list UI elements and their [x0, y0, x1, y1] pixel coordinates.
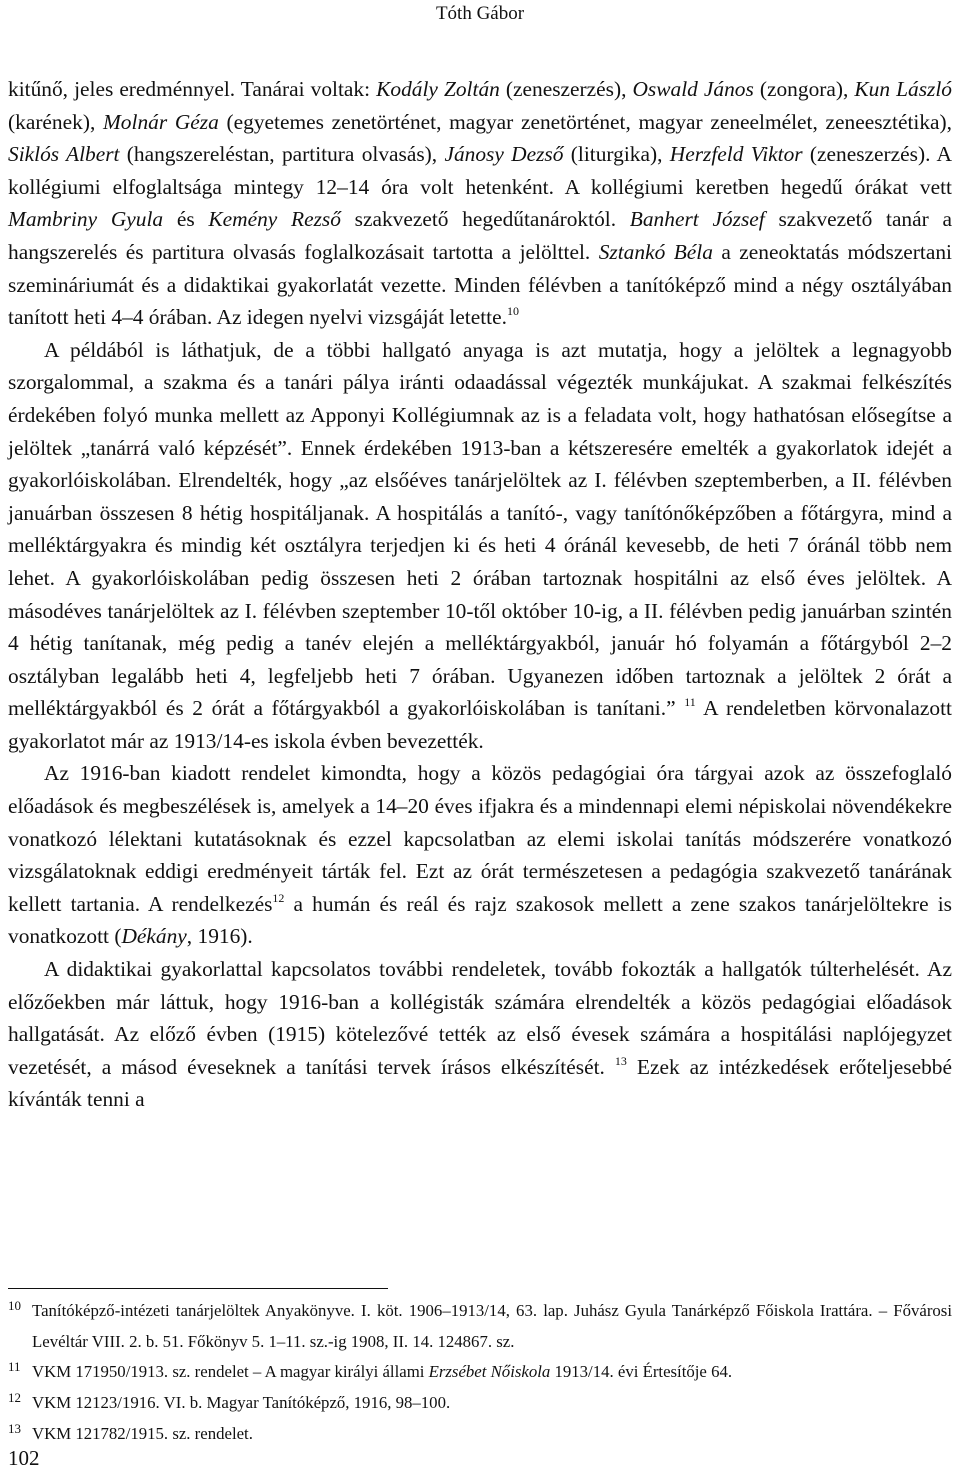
text-run: a humán és reál és rajz szakosok mellett a zene szakos tanárjelöltekre is vonatkozott (	[8, 891, 952, 949]
text-run: VKM 171950/1913. sz. rendelet – A magyar királyi állami	[32, 1362, 429, 1381]
text-run: A rendeletben körvonalazott gyakorlatot már az 1913/14-es iskola évben bevezették.	[8, 696, 952, 753]
italic-text: Kodály Zoltán	[376, 77, 500, 101]
text-run: A didaktikai gyakorlattal kapcsolatos további rendeletek, tovább fokozták a hallgatók túlterhelését. Az előzőekben már láttuk, hogy 1916-ban a kollégisták számára elrendelték a közös pedagógiai előadások hallgatását. Az előző évben (1915) kötelezővé tették az első évesek számára a hospitálási naplójegyzet vezetését, a másod éveseknek a tanítási tervek írásos elkészítését.	[8, 957, 952, 1079]
italic-text: Erzsébet Nőiskola	[428, 1362, 551, 1381]
footnote-number: 10	[8, 1298, 21, 1313]
text-run: 1913/14. évi Értesítője 64.	[550, 1362, 733, 1381]
text-run: (hangszereléstan, partitura olvasás),	[119, 142, 445, 167]
text-run: (egyetemes zenetörténet, magyar zenetörténet, magyar zeneelmélet, zeneesztétika),	[218, 109, 952, 134]
text-run: VKM 121782/1915. sz. rendelet.	[32, 1424, 253, 1443]
italic-text: Jánosy Dezső	[444, 142, 564, 167]
italic-text: Banhert József	[629, 207, 765, 232]
text-run: szakvezető hegedűtanároktól.	[340, 207, 630, 232]
footnote	[8, 1388, 952, 1419]
footnote	[8, 1419, 952, 1450]
text-run: A példából is láthatjuk, de a többi hallgató anyaga is azt mutatja, hogy a jelöltek a legnagyobb szorgalommal, a szakma és a tanári pálya iránti odaadással végezték munkájukat. A szakmai felkészítés érdekében folyó munka mellett az Apponyi Kollégiumnak az is a feladata volt, hogy hathatósan elősegítse a jelöltek „tanárrá való képzését”. Ennek érdekében 1913-ban a kétszeresére emelték a gyakorlatok idejét a gyakorlóiskolában. Elrendelték, hogy „az elsőéves tanárjelöltek az I. félévben szeptemberben, a II. félévben januárban összesen 8 hétig hospitáljanak. A hospitálás a tanító-, vagy tanítónőképzőben a főtárgyra, mind a melléktárgyakra és mindig két osztályra terjedjen ki és heti 4 óránál kevesebb, de heti 7 óránál több nem lehet. A gyakorlóiskolában pedig összesen heti 2 órában tartoznak hospitálni az első éves jelöltek. A másodéves tanárjelöltek az I. félévben szeptember 10-től október 10-ig, a II. félévben pedig januárban szintén 4 hétig tanítanak, még pedig a tanév elején a melléktárgyakból, január hó folyamán a főtárgyból 2–2 osztályban legalább heti 4, legfeljebb heti 7 órában. Ugyanezen időben tartoznak a jelöltek 2 órát a melléktárgyakból és 2 órát a főtárgyakból a gyakorlóiskolában is tanítani.”	[8, 337, 952, 721]
running-head: Tóth Gábor	[435, 3, 525, 24]
page-number: 102	[8, 1446, 40, 1470]
text-run: a zeneoktatás módszertani szemináriumát és a didaktikai gyakorlatát vezette. Minden félévben a tanítóképző mind a négy osztályában tanított heti 4–4 órában. Az idegen nyelvi vizsgáját letette.	[8, 239, 953, 330]
text-run: , 1916).	[186, 924, 253, 949]
footnote-number: 12	[8, 1390, 21, 1405]
italic-text: Sztankó Béla	[598, 239, 713, 264]
italic-text: Mambriny Gyula	[8, 207, 164, 232]
italic-text: Herzfeld Viktor	[669, 142, 803, 167]
text-run: és	[163, 207, 209, 232]
italic-text: Kemény Rezső	[208, 207, 341, 232]
footnotes	[8, 1296, 952, 1450]
italic-text: Oswald János	[632, 77, 754, 101]
text-run: (zongora),	[753, 77, 855, 101]
italic-text: Siklós Albert	[8, 142, 120, 167]
body-text	[8, 73, 952, 1116]
footnote	[8, 1357, 952, 1388]
footnote-divider	[8, 1288, 388, 1289]
text-run: VKM 12123/1916. VI. b. Magyar Tanítóképző, 1916, 98–100.	[32, 1393, 451, 1412]
footnote-number: 11	[8, 1359, 21, 1374]
footnote-reference: 13	[614, 1053, 627, 1068]
text-run: szakvezető tanár a hangszerelés és partitura olvasás foglalkozásait tartotta a jelölttel.	[8, 207, 952, 264]
italic-text: Kun László	[854, 77, 952, 101]
text-run: (zeneszerzés),	[499, 77, 633, 101]
italic-text: Dékány	[121, 924, 187, 949]
text-run: Az 1916-ban kiadott rendelet kimondta, hogy a közös pedagógiai óra tárgyai azok az összefoglaló előadások és megbeszélések is, amelyek a 14–20 éves ifjakra és a mindennapi elemi népiskolai növendékekre vonatkozó lélektani kutatásoknak és ezzel kapcsolatban az elemi iskolai tanítás módszerére vonatkozó vizsgálatoknak eddigi eredményeit tárták fel. Ezt az órát természetesen a pedagógia szakvezető tanárának kellett tartania. A rendelkezés	[8, 761, 952, 916]
paragraph	[8, 757, 952, 953]
italic-text: Molnár Géza	[102, 109, 219, 134]
paragraph	[8, 334, 952, 758]
footnote-reference: 10	[506, 304, 519, 319]
text-run: kitűnő, jeles eredménnyel. Tanárai voltak:	[8, 77, 377, 101]
paragraph	[8, 73, 952, 334]
paragraph	[8, 953, 952, 1116]
footnote-number: 13	[8, 1421, 21, 1436]
text-run: (zeneszerzés). A kollégiumi elfoglaltsága mintegy 12–14 óra volt hetenként. A kollégiumi keretben hegedű órákat vett	[8, 142, 952, 199]
text-run: Ezek az intézkedések erőteljesebbé kívánták tenni a	[8, 1054, 952, 1112]
text-run: Tanítóképző-intézeti tanárjelöltek Anyakönyve. I. köt. 1906–1913/14, 63. lap. Juhász Gyula Tanárképző Főiskola Irattára. – Fővárosi Levéltár VIII. 2. b. 51. Főkönyv 5. 1–11. sz.-ig 1908, II. 14. 124867. sz.	[32, 1301, 952, 1351]
text-run: (karének),	[8, 109, 103, 134]
footnote-reference: 11	[684, 695, 696, 710]
footnote-reference: 12	[272, 890, 285, 905]
text-run: (liturgika),	[563, 142, 670, 167]
footnote	[8, 1296, 952, 1357]
